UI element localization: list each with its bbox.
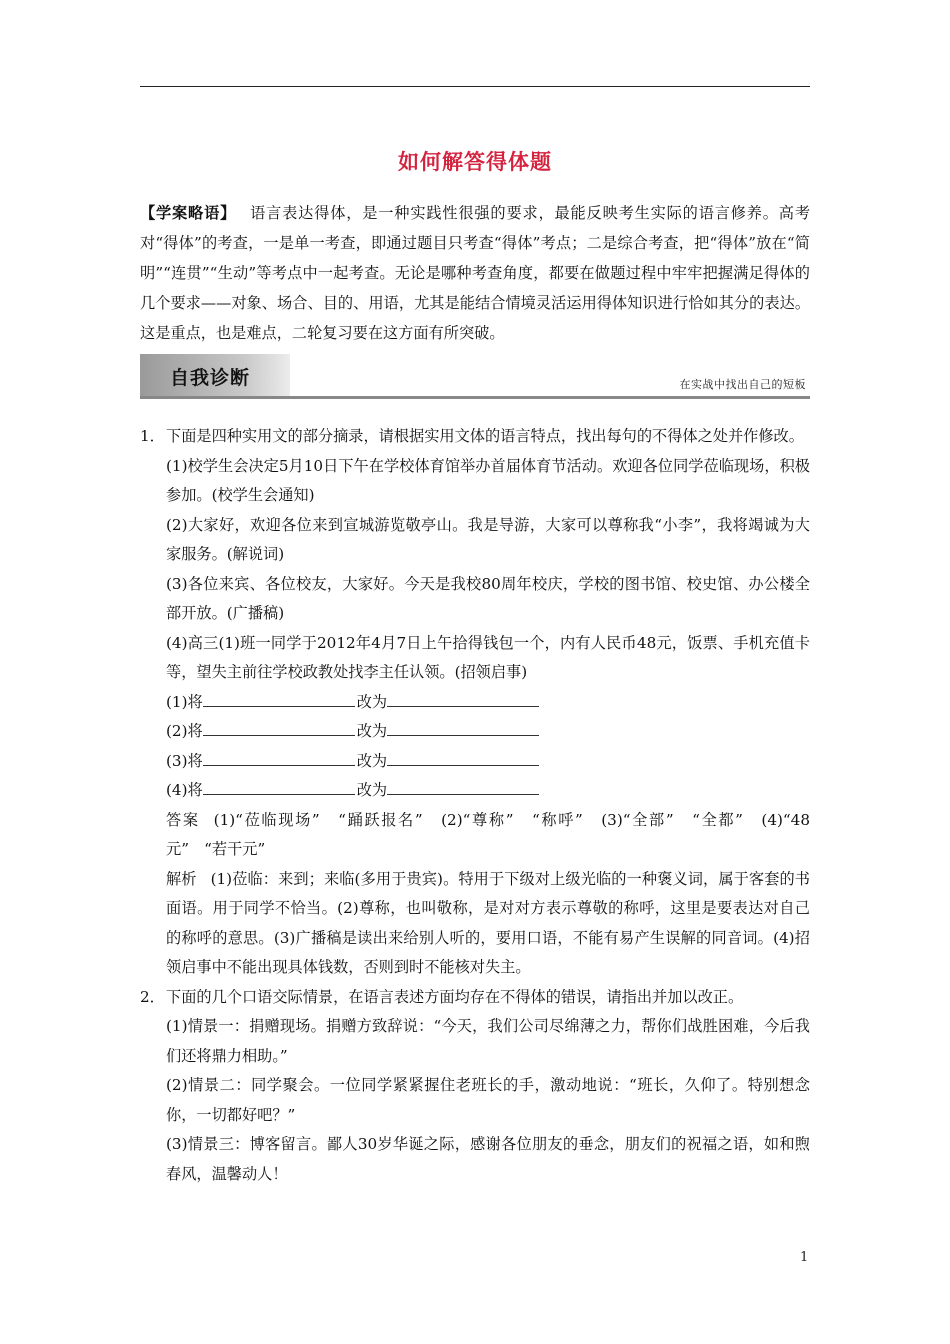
analysis-text: (1)莅临：来到；来临(多用于贵宾)。特用于下级对上级光临的一种褒义词，属于客套的书面语。用于同学不恰当。(2)尊称，也叫敬称，是对对方表示尊敬的称呼，这里是要表达对自己的称呼的意思。(3)广播稿是读出来给别人听的，要用口语，不能有易产生误解的同音词。(4)招领启事中不能出现具体钱数，否则到时不能核对失主。 bbox=[166, 869, 810, 976]
section-title: 自我诊断 bbox=[170, 367, 251, 389]
answer-blank[interactable] bbox=[203, 776, 355, 795]
analysis-label: 解析 bbox=[166, 869, 197, 888]
section-rule bbox=[140, 396, 810, 399]
answer-blank[interactable] bbox=[203, 717, 355, 736]
question-2-item: (2)情景二：同学聚会。一位同学紧紧握住老班长的手，激动地说：“班长，久仰了。特别想念你，一切都好吧？” bbox=[166, 1076, 810, 1124]
question-1-number: 1． bbox=[140, 427, 165, 445]
questions bbox=[140, 422, 810, 1189]
answer-blank[interactable] bbox=[387, 776, 539, 795]
question-1-analysis bbox=[140, 865, 810, 983]
intro-paragraph bbox=[140, 198, 810, 348]
answer-text: (1)“莅临现场” “踊跃报名” (2)“尊称” “称呼” (3)“全部” “全都” (4)“48元” “若干元” bbox=[166, 810, 810, 858]
question-1-item: (1)校学生会决定5月10日下午在学校体育馆举办首届体育节活动。欢迎各位同学莅临现场，积极参加。(校学生会通知) bbox=[166, 456, 810, 504]
question-2-stem: 2． 下面的几个口语交际情景，在语言表述方面均存在不得体的错误，请指出并加以改正。 bbox=[140, 983, 810, 1013]
answer-blank[interactable] bbox=[203, 747, 355, 766]
intro-text: 语言表达得体，是一种实践性很强的要求，最能反映考生实际的语言修养。高考对“得体”的考查，一是单一考查，即通过题目只考查“得体”考点；二是综合考查，把“得体”放在“简明”“连贯”“生动”等考点中一起考查。无论是哪种考查角度，都要在做题过程中牢牢把握满足得体的几个要求——对象、场合、目的、用语，尤其是能结合情境灵活运用得体知识进行恰如其分的表达。这是重点，也是难点，二轮复习要在这方面有所突破。 bbox=[140, 204, 811, 342]
question-2-item: (3)情景三：博客留言。鄙人30岁华诞之际，感谢各位朋友的垂念，朋友们的祝福之语，如和煦春风，温馨动人！ bbox=[166, 1135, 810, 1183]
intro-tag: 【学案略语】 bbox=[140, 204, 237, 222]
question-1-stem: 1． 下面是四种实用文的部分摘录，请根据实用文体的语言特点，找出每句的不得体之处并作修改。 bbox=[140, 422, 810, 452]
question-2-number: 2． bbox=[140, 987, 165, 1006]
question-1-item: (2)大家好，欢迎各位来到宣城游览敬亭山。我是导游，大家可以尊称我“小李”，我将竭诚为大家服务。(解说词) bbox=[166, 515, 810, 563]
answer-blank[interactable] bbox=[203, 688, 355, 707]
answer-blank-row: (2)将 改为 bbox=[140, 717, 810, 747]
answer-blank[interactable] bbox=[387, 717, 539, 736]
question-1-item: (4)高三(1)班一同学于2012年4月7日上午拾得钱包一个，内有人民币48元，饭票、手机充值卡等，望失主前往学校政教处找李主任认领。(招领启事) bbox=[166, 633, 810, 681]
page-number: 1 bbox=[800, 1250, 809, 1265]
header-rule bbox=[140, 86, 810, 87]
answer-blank[interactable] bbox=[387, 747, 539, 766]
section-subtitle: 在实战中找出自己的短板 bbox=[679, 378, 806, 391]
question-1-answer bbox=[140, 806, 810, 865]
answer-blank-row: (3)将 改为 bbox=[140, 747, 810, 777]
section-header bbox=[140, 354, 810, 400]
answer-blank[interactable] bbox=[387, 688, 539, 707]
answer-label: 答案 bbox=[166, 810, 200, 829]
question-2-item: (1)情景一：捐赠现场。捐赠方致辞说：“今天，我们公司尽绵薄之力，帮你们战胜困难，今后我们还将鼎力相助。” bbox=[166, 1017, 810, 1065]
answer-blank-row: (4)将 改为 bbox=[140, 776, 810, 806]
answer-blank-row: (1)将 改为 bbox=[140, 688, 810, 718]
question-1-item: (3)各位来宾、各位校友，大家好。今天是我校80周年校庆，学校的图书馆、校史馆、办公楼全部开放。(广播稿) bbox=[166, 574, 810, 622]
page-title: 如何解答得体题 bbox=[398, 149, 552, 174]
